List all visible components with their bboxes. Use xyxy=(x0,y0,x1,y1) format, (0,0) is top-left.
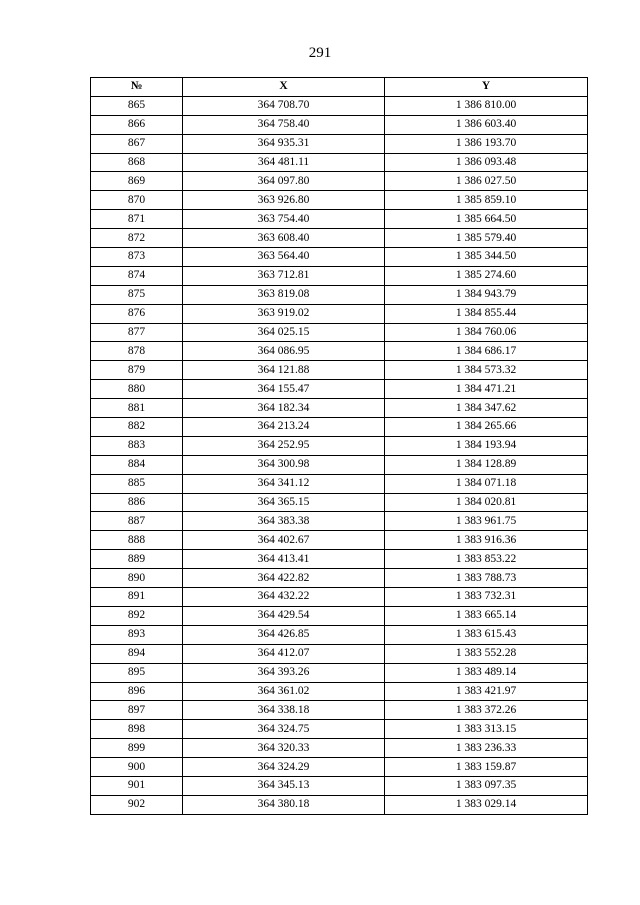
table-row xyxy=(91,248,588,267)
table-row xyxy=(91,285,588,304)
cell-number: 870 xyxy=(91,191,183,210)
cell-number: 888 xyxy=(91,531,183,550)
cell-number: 883 xyxy=(91,436,183,455)
cell-y: 1 383 159.87 xyxy=(385,758,588,777)
header-y: Y xyxy=(385,78,588,97)
cell-number: 872 xyxy=(91,229,183,248)
cell-number: 901 xyxy=(91,776,183,795)
cell-number: 879 xyxy=(91,361,183,380)
cell-y: 1 383 421.97 xyxy=(385,682,588,701)
cell-number: 884 xyxy=(91,455,183,474)
cell-y: 1 386 603.40 xyxy=(385,115,588,134)
coordinates-table xyxy=(90,77,588,815)
cell-y: 1 384 071.18 xyxy=(385,474,588,493)
table-row xyxy=(91,229,588,248)
cell-number: 895 xyxy=(91,663,183,682)
cell-y: 1 385 664.50 xyxy=(385,210,588,229)
cell-number: 894 xyxy=(91,644,183,663)
table-row xyxy=(91,304,588,323)
table-row xyxy=(91,644,588,663)
table-row xyxy=(91,96,588,115)
cell-y: 1 384 128.89 xyxy=(385,455,588,474)
cell-number: 898 xyxy=(91,720,183,739)
table-row xyxy=(91,380,588,399)
cell-y: 1 383 961.75 xyxy=(385,512,588,531)
cell-number: 889 xyxy=(91,550,183,569)
cell-y: 1 386 810.00 xyxy=(385,96,588,115)
cell-y: 1 383 732.31 xyxy=(385,588,588,607)
cell-y: 1 384 573.32 xyxy=(385,361,588,380)
cell-y: 1 384 760.06 xyxy=(385,323,588,342)
cell-number: 882 xyxy=(91,418,183,437)
cell-x: 364 383.38 xyxy=(183,512,385,531)
table-row xyxy=(91,531,588,550)
cell-x: 364 412.07 xyxy=(183,644,385,663)
cell-x: 364 393.26 xyxy=(183,663,385,682)
cell-number: 866 xyxy=(91,115,183,134)
cell-number: 880 xyxy=(91,380,183,399)
table-row xyxy=(91,663,588,682)
cell-y: 1 384 471.21 xyxy=(385,380,588,399)
cell-number: 869 xyxy=(91,172,183,191)
table-row xyxy=(91,758,588,777)
cell-y: 1 383 916.36 xyxy=(385,531,588,550)
cell-number: 887 xyxy=(91,512,183,531)
table-row xyxy=(91,739,588,758)
cell-y: 1 383 665.14 xyxy=(385,606,588,625)
table-row xyxy=(91,455,588,474)
table-row xyxy=(91,210,588,229)
cell-number: 878 xyxy=(91,342,183,361)
cell-y: 1 385 274.60 xyxy=(385,266,588,285)
table-row xyxy=(91,474,588,493)
cell-number: 897 xyxy=(91,701,183,720)
table-row xyxy=(91,418,588,437)
cell-number: 899 xyxy=(91,739,183,758)
cell-y: 1 385 859.10 xyxy=(385,191,588,210)
table-row xyxy=(91,776,588,795)
table-row xyxy=(91,701,588,720)
table-row xyxy=(91,795,588,814)
cell-number: 865 xyxy=(91,96,183,115)
cell-y: 1 383 097.35 xyxy=(385,776,588,795)
header-x: X xyxy=(183,78,385,97)
table-row xyxy=(91,323,588,342)
cell-x: 364 338.18 xyxy=(183,701,385,720)
cell-y: 1 383 372.26 xyxy=(385,701,588,720)
cell-x: 364 402.67 xyxy=(183,531,385,550)
table-row xyxy=(91,512,588,531)
cell-y: 1 385 344.50 xyxy=(385,248,588,267)
cell-y: 1 384 265.66 xyxy=(385,418,588,437)
cell-x: 364 413.41 xyxy=(183,550,385,569)
cell-x: 364 182.34 xyxy=(183,399,385,418)
cell-y: 1 383 236.33 xyxy=(385,739,588,758)
cell-number: 881 xyxy=(91,399,183,418)
table-row xyxy=(91,569,588,588)
cell-y: 1 384 943.79 xyxy=(385,285,588,304)
page-number: 291 xyxy=(308,45,332,61)
cell-x: 364 300.98 xyxy=(183,455,385,474)
cell-x: 364 086.95 xyxy=(183,342,385,361)
cell-y: 1 383 489.14 xyxy=(385,663,588,682)
cell-number: 877 xyxy=(91,323,183,342)
table-row xyxy=(91,550,588,569)
table-row xyxy=(91,588,588,607)
cell-x: 364 324.29 xyxy=(183,758,385,777)
table-row xyxy=(91,436,588,455)
cell-y: 1 386 193.70 xyxy=(385,134,588,153)
table-row xyxy=(91,153,588,172)
cell-x: 364 708.70 xyxy=(183,96,385,115)
cell-x: 363 819.08 xyxy=(183,285,385,304)
cell-number: 868 xyxy=(91,153,183,172)
cell-y: 1 384 347.62 xyxy=(385,399,588,418)
cell-number: 874 xyxy=(91,266,183,285)
cell-x: 364 345.13 xyxy=(183,776,385,795)
cell-y: 1 383 615.43 xyxy=(385,625,588,644)
cell-number: 890 xyxy=(91,569,183,588)
cell-number: 876 xyxy=(91,304,183,323)
cell-x: 363 712.81 xyxy=(183,266,385,285)
cell-y: 1 383 788.73 xyxy=(385,569,588,588)
cell-x: 364 213.24 xyxy=(183,418,385,437)
table-row xyxy=(91,493,588,512)
cell-y: 1 383 853.22 xyxy=(385,550,588,569)
cell-number: 875 xyxy=(91,285,183,304)
cell-number: 900 xyxy=(91,758,183,777)
cell-x: 364 025.15 xyxy=(183,323,385,342)
table-row xyxy=(91,361,588,380)
table-header-row xyxy=(91,78,588,97)
table-row xyxy=(91,682,588,701)
cell-number: 891 xyxy=(91,588,183,607)
cell-number: 896 xyxy=(91,682,183,701)
cell-number: 902 xyxy=(91,795,183,814)
cell-x: 363 754.40 xyxy=(183,210,385,229)
cell-x: 364 341.12 xyxy=(183,474,385,493)
table-row xyxy=(91,720,588,739)
cell-x: 363 608.40 xyxy=(183,229,385,248)
cell-x: 364 380.18 xyxy=(183,795,385,814)
table-row xyxy=(91,266,588,285)
cell-x: 364 155.47 xyxy=(183,380,385,399)
cell-number: 885 xyxy=(91,474,183,493)
cell-x: 363 926.80 xyxy=(183,191,385,210)
table-row xyxy=(91,625,588,644)
table-row xyxy=(91,172,588,191)
cell-number: 892 xyxy=(91,606,183,625)
cell-y: 1 383 313.15 xyxy=(385,720,588,739)
cell-y: 1 384 020.81 xyxy=(385,493,588,512)
cell-y: 1 384 686.17 xyxy=(385,342,588,361)
cell-y: 1 383 029.14 xyxy=(385,795,588,814)
table-row xyxy=(91,399,588,418)
cell-x: 363 564.40 xyxy=(183,248,385,267)
cell-x: 364 097.80 xyxy=(183,172,385,191)
cell-y: 1 386 027.50 xyxy=(385,172,588,191)
cell-number: 867 xyxy=(91,134,183,153)
cell-y: 1 384 193.94 xyxy=(385,436,588,455)
cell-x: 364 365.15 xyxy=(183,493,385,512)
table-row xyxy=(91,115,588,134)
cell-x: 364 432.22 xyxy=(183,588,385,607)
cell-x: 364 324.75 xyxy=(183,720,385,739)
cell-x: 364 758.40 xyxy=(183,115,385,134)
cell-number: 871 xyxy=(91,210,183,229)
cell-y: 1 383 552.28 xyxy=(385,644,588,663)
cell-y: 1 385 579.40 xyxy=(385,229,588,248)
cell-x: 364 361.02 xyxy=(183,682,385,701)
cell-y: 1 384 855.44 xyxy=(385,304,588,323)
cell-x: 364 121.88 xyxy=(183,361,385,380)
table-row xyxy=(91,342,588,361)
table-row xyxy=(91,191,588,210)
header-number: № xyxy=(91,78,183,97)
table-row xyxy=(91,134,588,153)
cell-number: 886 xyxy=(91,493,183,512)
cell-number: 873 xyxy=(91,248,183,267)
cell-x: 364 426.85 xyxy=(183,625,385,644)
cell-x: 364 935.31 xyxy=(183,134,385,153)
cell-y: 1 386 093.48 xyxy=(385,153,588,172)
cell-number: 893 xyxy=(91,625,183,644)
cell-x: 364 320.33 xyxy=(183,739,385,758)
cell-x: 364 252.95 xyxy=(183,436,385,455)
table-row xyxy=(91,606,588,625)
cell-x: 364 481.11 xyxy=(183,153,385,172)
table-body xyxy=(91,96,588,814)
cell-x: 364 422.82 xyxy=(183,569,385,588)
cell-x: 363 919.02 xyxy=(183,304,385,323)
cell-x: 364 429.54 xyxy=(183,606,385,625)
